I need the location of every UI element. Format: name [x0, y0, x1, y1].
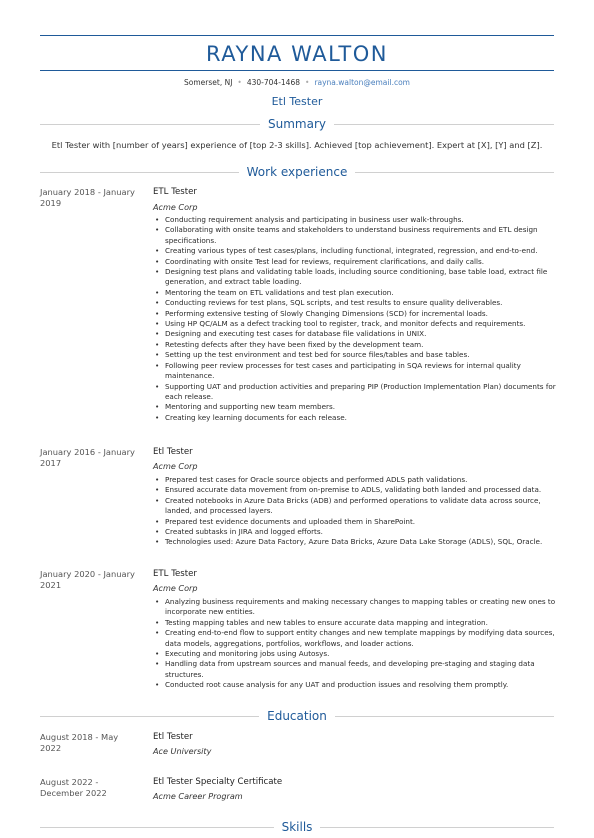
bullet-item: • Mentoring the team on ETL validations and test plan execution. — [165, 288, 563, 298]
education-date: August 2022 - December 2022 — [40, 777, 107, 798]
email-link[interactable]: rayna.walton@email.com — [314, 78, 410, 87]
job-date: January 2018 - January 2019 — [40, 187, 135, 208]
bullet-item: • Setting up the test environment and test bed for source files/tables and base tables. — [165, 350, 563, 360]
job-title: ETL Tester — [153, 569, 197, 579]
company-name: Acme Corp — [153, 202, 198, 212]
bullet-item: • Testing mapping tables and new tables to ensure accurate data mapping and integration. — [165, 618, 563, 628]
job-bullets — [153, 597, 563, 691]
bullet-item: • Coordinating with onsite Test lead for reviews, requirement clarifications, and daily calls. — [165, 257, 563, 267]
section-work-experience — [40, 165, 554, 179]
section-summary — [40, 117, 554, 131]
job-date: January 2020 - January 2021 — [40, 569, 135, 590]
school-name: Acme Career Program — [153, 791, 243, 801]
candidate-name: RAYNA WALTON — [206, 42, 388, 66]
section-education — [40, 709, 554, 723]
location: Somerset, NJ — [184, 78, 233, 87]
bullet-item: • Conducting requirement analysis and participating in business user walk-throughs. — [165, 215, 563, 225]
school-name: Ace University — [153, 746, 212, 756]
bullet-item: • Mentoring and supporting new team members. — [165, 402, 563, 412]
contact-line — [0, 78, 594, 87]
job-bullets — [153, 475, 563, 548]
bullet-item: • Following peer review processes for test cases and participating in SQA reviews for internal quality maintenance. — [165, 361, 563, 382]
bullet-item: • Designing test plans and validating table loads, including source conditioning, base table load, extract file generation, and extract table loading. — [165, 267, 563, 288]
bullet-item: • Created subtasks in JIRA and logged efforts. — [165, 527, 563, 537]
education-date: August 2018 - May 2022 — [40, 732, 119, 753]
section-title: Education — [259, 709, 335, 723]
bullet-item: • Handling data from upstream sources and manual feeds, and developing pre-staging and staging data structures. — [165, 659, 563, 680]
company-name: Acme Corp — [153, 461, 198, 471]
bullet-item: • Prepared test evidence documents and uploaded them in SharePoint. — [165, 517, 563, 527]
bullet-item: • Supporting UAT and production activities and preparing PIP (Production Implementation Plan) documents for each release. — [165, 382, 563, 403]
section-skills — [40, 820, 554, 834]
bullet-item: • Conducted root cause analysis for any UAT and production issues and resolving them promptly. — [165, 680, 563, 690]
bullet-item: • Created notebooks in Azure Data Bricks (ADB) and performed operations to validate data across source, landed, and processed layers. — [165, 496, 563, 517]
bullet-item: • Conducting reviews for test plans, SQL scripts, and test results to ensure quality deliverables. — [165, 298, 563, 308]
bullet-item: • Ensured accurate data movement from on-premise to ADLS, validating both landed and processed data. — [165, 485, 563, 495]
job-bullets — [153, 215, 563, 423]
section-title: Summary — [260, 117, 334, 131]
phone: 430-704-1468 — [246, 78, 300, 87]
bullet-item: • Prepared test cases for Oracle source objects and performed ADLS path validations. — [165, 475, 563, 485]
bullet-item: • Analyzing business requirements and making necessary changes to mapping tables or creating new ones to incorporate new entities. — [165, 597, 563, 618]
top-rule — [40, 35, 554, 36]
degree-title: Etl Tester Specialty Certificate — [153, 777, 283, 787]
bullet-item: • Executing and monitoring jobs using Autosys. — [165, 649, 563, 659]
section-title: Work experience — [239, 165, 356, 179]
separator-dot: • — [237, 78, 242, 87]
job-title: Etl Tester — [153, 447, 193, 457]
separator-dot: • — [305, 78, 310, 87]
company-name: Acme Corp — [153, 583, 198, 593]
bullet-item: • Technologies used: Azure Data Factory, Azure Data Bricks, Azure Data Lake Storage (ADLS), SQL, Oracle. — [165, 537, 563, 547]
bullet-item: • Creating key learning documents for each release. — [165, 413, 563, 423]
bullet-item: • Collaborating with onsite teams and stakeholders to understand business requirements and ETL design specifications. — [165, 225, 563, 246]
header-rule — [40, 70, 554, 71]
section-title: Skills — [274, 820, 321, 834]
summary-text: Etl Tester with [number of years] experience of [top 2-3 skills]. Achieved [top achievement]. Expert at [X], [Y] and [Z]. — [51, 140, 543, 150]
bullet-item: • Using HP QC/ALM as a defect tracking tool to register, track, and monitor defects and requirements. — [165, 319, 563, 329]
bullet-item: • Designing and executing test cases for database file validations in UNIX. — [165, 329, 563, 339]
bullet-item: • Performing extensive testing of Slowly Changing Dimensions (SCD) for incremental loads. — [165, 309, 563, 319]
job-title: Etl Tester — [271, 95, 323, 108]
degree-title: Etl Tester — [153, 732, 193, 742]
bullet-item: • Creating end-to-end flow to support entity changes and new template mappings by modifying data sources, data models, aggregations, portfolios, workflows, and loader actions. — [165, 628, 563, 649]
bullet-item: • Retesting defects after they have been fixed by the development team. — [165, 340, 563, 350]
job-title: ETL Tester — [153, 187, 197, 197]
job-date: January 2016 - January 2017 — [40, 447, 135, 468]
bullet-item: • Creating various types of test cases/plans, including functional, integrated, regression, and end-to-end. — [165, 246, 563, 256]
